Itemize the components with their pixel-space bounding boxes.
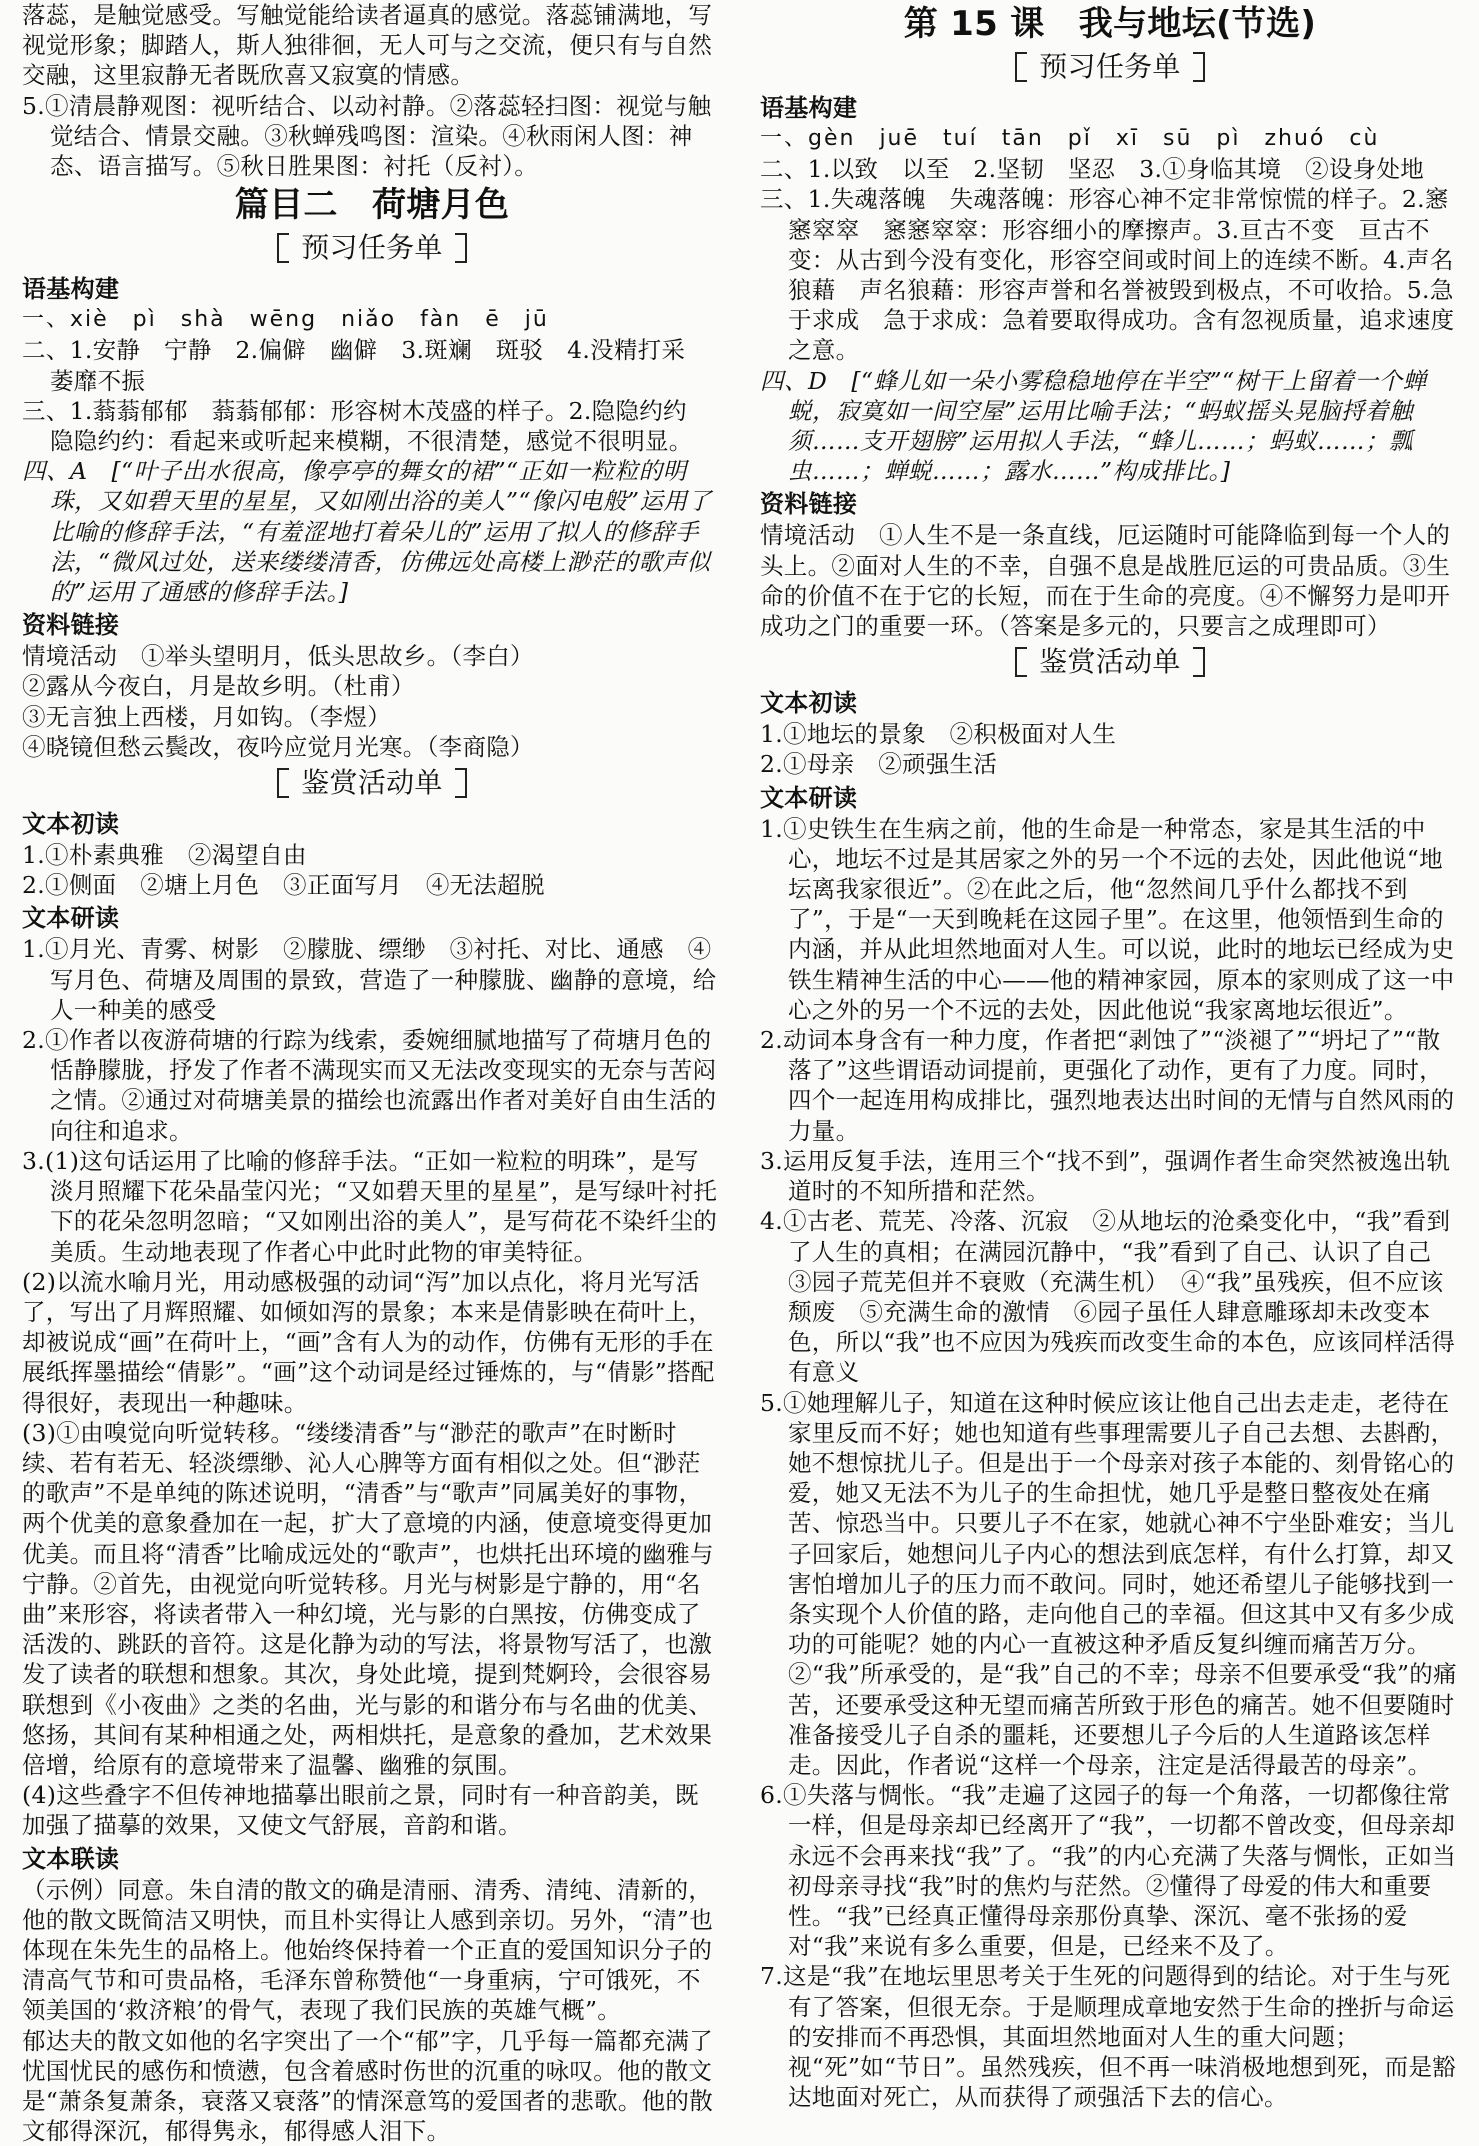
right-column [760,0,1460,2112]
left-ribbon-appreciation: 鉴赏活动单 [277,764,467,802]
left-yuji-item-4: 四、A [“叶子出水很高，像亭亭的舞女的裙”“正如一粒粒的明珠，又如碧天里的星星，又如刚出浴的美人”“像闪电般”运用了比喻的修辞手法，“有羞涩地打着朵儿的”运用了拟人的修辞手法，“微风过处，送来缕缕清香，仿佛远处高楼上渺茫的歌声似的”运用了通感的修辞手法。] [22,457,712,607]
left-yuji-item-3: 三、1.蓊蓊郁郁 蓊蓊郁郁：形容树木茂盛的样子。2.隐隐约约 隐隐约约：看起来或听起来模糊，不很清楚，感觉不很明显。 [22,396,711,456]
right-yandu-item: 6.①失落与惆怅。“我”走遍了这园子的每一个角落，一切都像往常一样，但是母亲却已经离开了“我”，一切都不曾改变，但母亲却永远不会再来找“我”了。“我”的内心充满了失落与惆怅，正如当初母亲寻找“我”时的焦灼与茫然。②懂得了母爱的伟大和重要性。“我”已经真正懂得母亲那份真挚、深沉、毫不张扬的爱对“我”来说有多么重要，但是，已经来不及了。 [760,1781,1457,1961]
left-ziliao-item: ③无言独上西楼，月如钩。（李煜） [22,702,392,731]
right-yandu-item: 2.动词本身含有一种力度，作者把“剥蚀了”“淡褪了”“坍圮了”“散落了”这些谓语动词提前，更强化了动作，更有了力度。同时，四个一起连用构成排比，强烈地表达出时间的无情与自然风雨的力量。 [760,1026,1455,1145]
left-ziliao-item: 情境活动 ①举头望明月，低头思故乡。（李白） [22,642,534,671]
left-yandu-item: (3)①由嗅觉向听觉转移。“缕缕清香”与“渺茫的歌声”在时断时续、若有若无、轻淡缥缈、沁人心脾等方面有相似之处。但“渺茫的歌声”不是单纯的陈述说明，“清香”与“歌声”同属美好的事物，两个优美的意象叠加在一起，扩大了意境的内涵，使意境变得更加优美。而且将“清香”比喻成远处的“歌声”，也烘托出环境的幽雅与宁静。②首先，由视觉向听觉转移。月光与树影是宁静的，用“名曲”来形容，将读者带入一种幻境，光与影的白黑按，仿佛变成了活泼的、跳跃的音符。这是化静为动的写法，将景物写活了，也激发了读者的联想和想象。其次，身处此境，提到梵婀玲，会很容易联想到《小夜曲》之类的名曲，光与影的和谐分布与名曲的优美、悠扬，其间有某种相通之处，两相烘托，是意象的叠加，艺术效果倍增，给原有的意境带来了温馨、幽雅的氛围。 [22,1418,714,1779]
right-yuji-item-1: 一、gèn juē tuí tān pǐ xī sū pì zhuó cù [760,126,1380,151]
right-chudu-heading: 文本初读 [760,689,858,718]
left-ziliao-heading: 资料链接 [22,611,120,640]
right-chudu-item: 1.①地坛的景象 ②积极面对人生 [760,720,1117,749]
left-ziliao-item: ②露从今夜白，月是故乡明。（杜甫） [22,672,415,701]
left-yuji-item-2: 二、1.安静 宁静 2.偏僻 幽僻 3.斑斓 斑驳 4.没精打采 萎靡不振 [22,336,710,395]
left-chudu-heading: 文本初读 [22,810,120,839]
intro-item-5: 5.①清晨静观图：视听结合、以动衬静。②落蕊轻扫图：视觉与触觉结合、情景交融。③秋蝉残鸣图：渲染。④秋雨闲人图：神态、语言描写。⑤秋日胜果图：衬托（反衬）。 [22,91,712,181]
right-lesson-title: 第 15 课 我与地坛(节选) [903,4,1317,44]
right-yandu-heading: 文本研读 [760,783,858,812]
left-yandu-item: 3.(1)这句话运用了比喻的修辞手法。“正如一粒粒的明珠”，是写淡月照耀下花朵晶莹闪光；“又如碧天里的星星”，是写绿叶衬托下的花朵忽明忽暗；“又如刚出浴的美人”，是写荷花不染纤尘的美质。生动地表现了作者心中此时此物的审美特征。 [22,1146,718,1266]
right-yuji-item-4: 四、D [“蜂儿如一朵小雾稳稳地停在半空”“树干上留着一个蝉蜕，寂寞如一间空屋”运用比喻手法；“蚂蚁摇头晃脑捋着触须……支开翅膀”运用拟人手法，“蜂儿……；蚂蚁……；瓢虫……；蝉蜕……；露水……”构成排比。] [760,366,1427,486]
right-yuji-heading: 语基构建 [760,94,858,122]
right-ribbon-appreciation: 鉴赏活动单 [1015,643,1205,681]
left-yandu-item: 1.①月光、青雾、树影 ②朦胧、缥缈 ③衬托、对比、通感 ④写月色、荷塘及周围的景致，营造了一种朦胧、幽静的意境，给人一种美的感受 [22,935,717,1024]
right-chudu-item: 2.①母亲 ②顽强生活 [760,750,998,779]
left-ribbon-preview: 预习任务单 [277,229,467,267]
left-lesson-title: 篇目二 荷塘月色 [234,185,510,226]
left-yandu-item: (4)这些叠字不但传神地描摹出眼前之景，同时有一种音韵美，既加强了描摹的效果，又使文气舒展，音韵和谐。 [22,1781,699,1840]
left-yuji-heading: 语基构建 [22,275,120,304]
right-yandu-item: 5.①她理解儿子，知道在这种时候应该让他自己出去走走，老待在家里反而不好；她也知道有些事理需要儿子自己去想、去斟酌，她不想惊扰儿子。但是出于一个母亲对孩子本能的、刻骨铭心的爱，她又无法不为儿子的生命担忧，她几乎是整日整夜处在痛苦、惊恐当中。只要儿子不在家，她就心神不宁坐卧难安；当儿子回家后，她想问儿子内心的想法到底怎样，有什么打算，却又害怕增加儿子的压力而不敢问。同时，她还希望儿子能够找到一条实现个人价值的路，走向他自己的幸福。但这其中又有多少成功的可能呢？她的内心一直被这种矛盾反复纠缠而痛苦万分。②“我”所承受的，是“我”自己的不幸；母亲不但要承受“我”的痛苦，还要承受这种无望而痛苦所致于形色的痛苦。她不但要随时准备接受儿子自杀的噩耗，还要想儿子今后的人生道路该怎样走。因此，作者说“这样一个母亲，注定是活得最苦的母亲”。 [760,1388,1457,1779]
left-liandu-heading: 文本联读 [22,1844,120,1873]
right-ziliao-item: 情境活动 ①人生不是一条直线，厄运随时可能降临到每一个人的头上。②面对人生的不幸，自强不息是战胜厄运的可贵品质。③生命的价值不在于它的长短，而在于生命的亮度。④不懈努力是叩开成功之门的重要一环。（答案是多元的，只要言之成理即可） [760,521,1451,641]
left-liandu-item: （示例）同意。朱自清的散文的确是清丽、清秀、清纯、清新的，他的散文既简洁又明快，而且朴实得让人感到亲切。另外，“清”也体现在朱先生的品格上。他始终保持着一个正直的爱国知识分子的清高气节和可贵品格，毛泽东曾称赞他“一身重病，宁可饿死，不领美国的‘救济粮’的骨气，表现了我们民族的英雄气概”。 [22,1875,714,2025]
left-liandu-item: 郁达夫的散文如他的名字突出了一个“郁”字，几乎每一篇都充满了忧国忧民的感伤和愤懑，包含着感时伤世的沉重的咏叹。他的散文是“萧条复萧条，衰落又衰落”的情深意笃的爱国者的悲歌。他的散文郁得深沉，郁得隽永，郁得感人泪下。 [22,2026,714,2146]
left-ziliao-item: ④晓镜但愁云鬓改，夜吟应觉月光寒。（李商隐） [22,732,534,761]
right-ziliao-heading: 资料链接 [760,490,858,519]
left-chudu-item: 1.①朴素典雅 ②渴望自由 [22,841,307,870]
right-yandu-item: 3.运用反复手法，连用三个“找不到”，强调作者生命突然被逸出轨道时的不知所措和茫然。 [760,1146,1451,1206]
intro-paragraph: 落蕊，是触觉感受。写触觉能给读者逼真的感觉。落蕊铺满地，写视觉形象；脚踏人，斯人独徘徊，无人可与之交流，便只有与自然交融，这里寂静无者既欣喜又寂寞的情感。 [22,1,713,90]
right-yuji-item-3: 三、1.失魂落魄 失魂落魄：形容心神不定非常惊慌的样子。2.窸窸窣窣 窸窸窣窣：形容细小的摩擦声。3.亘古不变 亘古不变：从古到今没有变化，形容空间或时间上的连续不断。4.声名狼藉 声名狼藉：形容声誉和名誉被毁到极点，不可收拾。5.急于求成 急于求成：急着要取得成功。含有忽视质量，追求速度之意。 [760,185,1455,365]
left-yandu-item: 2.①作者以夜游荷塘的行踪为线索，委婉细腻地描写了荷塘月色的恬静朦胧，抒发了作者不满现实而又无法改变现实的无奈与苦闷之情。②通过对荷塘美景的描绘也流露出作者对美好自由生活的向往和追求。 [22,1026,717,1145]
right-yandu-item: 1.①史铁生在生病之前，他的生命是一种常态，家是其生活的中心，地坛不过是其居家之外的另一个不远的去处，因此他说“地坛离我家很近”。②在此之后，他“忽然间几乎什么都找不到了”，于是“一天到晚耗在这园子里”。在这里，他领悟到生命的内涵，并从此坦然地面对人生。可以说，此时的地坛已经成为史铁生精神生活的中心——他的精神家园，原本的家则成了这一中心之外的另一个不远的去处，因此他说“我家离地坛很近”。 [760,814,1455,1024]
left-yandu-heading: 文本研读 [22,904,120,933]
left-yuji-item-1: 一、xiè pì shà wēng niǎo fàn ē jū [22,307,549,333]
left-column [22,0,722,2146]
left-yandu-item: (2)以流水喻月光，用动感极强的动词“泻”加以点化，将月光写活了，写出了月辉照耀、如倾如泻的景象；本来是倩影映在荷叶上，却被说成“画”在荷叶上，“画”含有人为的动作，仿佛有无形的手在展纸挥墨描绘“倩影”。“画”这个动词是经过锤炼的，与“倩影”搭配得很好，表现出一种趣味。 [22,1267,715,1417]
right-ribbon-preview: 预习任务单 [1015,48,1205,86]
right-yuji-item-2: 二、1.以致 以至 2.坚韧 坚忍 3.①身临其境 ②设身处地 [760,155,1425,184]
left-chudu-item: 2.①侧面 ②塘上月色 ③正面写月 ④无法超脱 [22,871,545,900]
right-yandu-item: 7.这是“我”在地坛里思考关于生死的问题得到的结论。对于生与死有了答案，但很无奈。于是顺理成章地安然于生命的挫折与命运的安排而不再恐惧，其面坦然地面对人生的重大问题；视“死”如“节日”。虽然残疾，但不再一味消极地想到死，而是豁达地面对死亡，从而获得了顽强活下去的信心。 [760,1962,1457,2112]
right-yandu-item: 4.①古老、荒芜、冷落、沉寂 ②从地坛的沧桑变化中，“我”看到了人生的真相；在满园沉静中，“我”看到了自己、认识了自己 ③园子荒芜但并不衰败（充满生机） ④“我”虽残疾，但不应该颓废 ⑤充满生命的激情 ⑥园子虽任人肆意雕琢却未改变本色，所以“我”也不应因为残疾而改变生命的本色，应该同样活得有意义 [760,1207,1456,1387]
